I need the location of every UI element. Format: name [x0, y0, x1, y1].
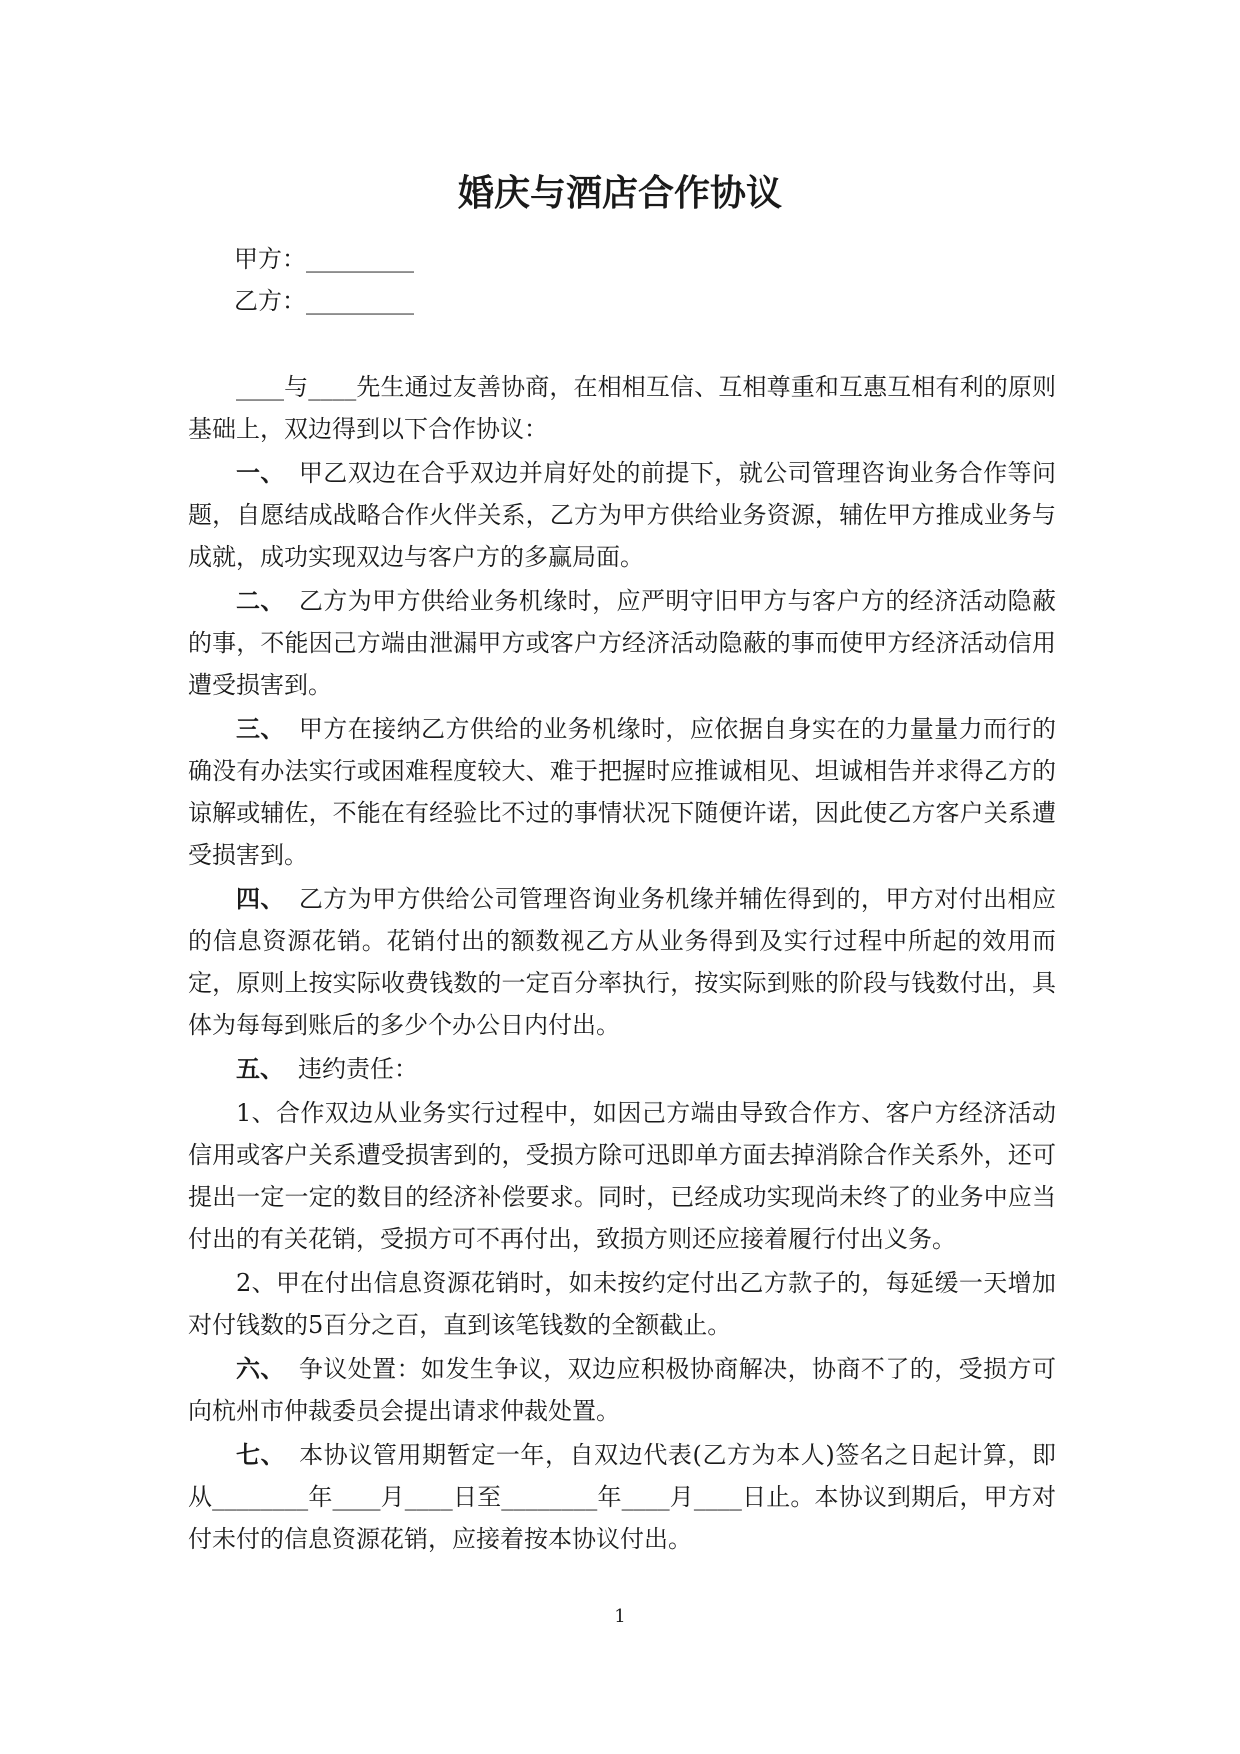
sub-item-1: 1、合作双边从业务实行过程中，如因己方端由导致合作方、客户方经济活动信用或客户关系遭受损害到的，受损方除可迅即单方面去掉消除合作关系外，还可提出一定一定的数目的经济补偿要求。同时，已经成功实现尚未终了的业务中应当付出的有关花销，受损方可不再付出，致损方则还应接着履行付出义务。 — [188, 1099, 1056, 1253]
clause-number: 一、 — [236, 459, 285, 487]
clause-text: 违约责任： — [298, 1055, 418, 1083]
clause-text: 乙方为甲方供给业务机缘时，应严明守旧甲方与客户方的经济活动隐蔽的事，不能因己方端由泄漏甲方或客户方经济活动隐蔽的事而使甲方经济活动信用遭受损害到。 — [188, 587, 1056, 699]
clause-1 — [188, 452, 1056, 578]
clause-number: 七、 — [236, 1441, 286, 1469]
clause-number: 四、 — [236, 885, 285, 913]
clause-7 — [188, 1434, 1056, 1560]
parties-block — [234, 238, 414, 322]
clause-4 — [188, 878, 1056, 1046]
intro-paragraph: ____与____先生通过友善协商，在相相互信、互相尊重和互惠互相有利的原则基础上，双边得到以下合作协议： — [188, 373, 1056, 443]
clause-text: 本协议管用期暂定一年，自双边代表(乙方为本人)签名之日起计算，即从________年____月____日至________年____月____日止。本协议到期后，甲方对付未付的信息资源花销，应接着按本协议付出。 — [188, 1441, 1056, 1553]
clause-number: 二、 — [236, 587, 285, 615]
clause-5 — [188, 1048, 1056, 1090]
page-number: 1 — [614, 1606, 626, 1627]
clause-text: 乙方为甲方供给公司管理咨询业务机缘并辅佐得到的，甲方对付出相应的信息资源花销。花销付出的额数视乙方从业务得到及实行过程中所起的效用而定，原则上按实际收费钱数的一定百分率执行，按实际到账的阶段与钱数付出，具体为每每到账后的多少个办公日内付出。 — [188, 885, 1056, 1039]
clause-3 — [188, 708, 1056, 876]
clause-number: 六、 — [236, 1355, 285, 1383]
clause-text: 争议处置：如发生争议，双边应积极协商解决，协商不了的，受损方可向杭州市仲裁委员会提出请求仲裁处置。 — [188, 1355, 1056, 1425]
clause-6 — [188, 1348, 1056, 1432]
agreement-body — [188, 366, 1056, 1560]
clause-text: 甲方在接纳乙方供给的业务机缘时，应依据自身实在的力量量力而行的确没有办法实行或困难程度较大、难于把握时应推诚相见、坦诚相告并求得乙方的谅解或辅佐，不能在有经验比不过的事情状况下随便许诺，因此使乙方客户关系遭受损害到。 — [188, 715, 1056, 869]
clause-number: 三、 — [236, 715, 285, 743]
sub-item-2: 2、甲在付出信息资源花销时，如未按约定付出乙方款子的，每延缓一天增加对付钱数的5百分之百，直到该笔钱数的全额截止。 — [188, 1269, 1056, 1339]
clause-text: 甲乙双边在合乎双边并肩好处的前提下，就公司管理咨询业务合作等问题，自愿结成战略合作火伴关系，乙方为甲方供给业务资源，辅佐甲方推成业务与成就，成功实现双边与客户方的多赢局面。 — [188, 459, 1056, 571]
party-b-line: 乙方：_________ — [234, 287, 414, 315]
clause-number: 五、 — [236, 1055, 284, 1083]
clause-2 — [188, 580, 1056, 706]
document-title: 婚庆与酒店合作协议 — [457, 173, 782, 214]
party-a-line: 甲方：_________ — [234, 245, 414, 273]
